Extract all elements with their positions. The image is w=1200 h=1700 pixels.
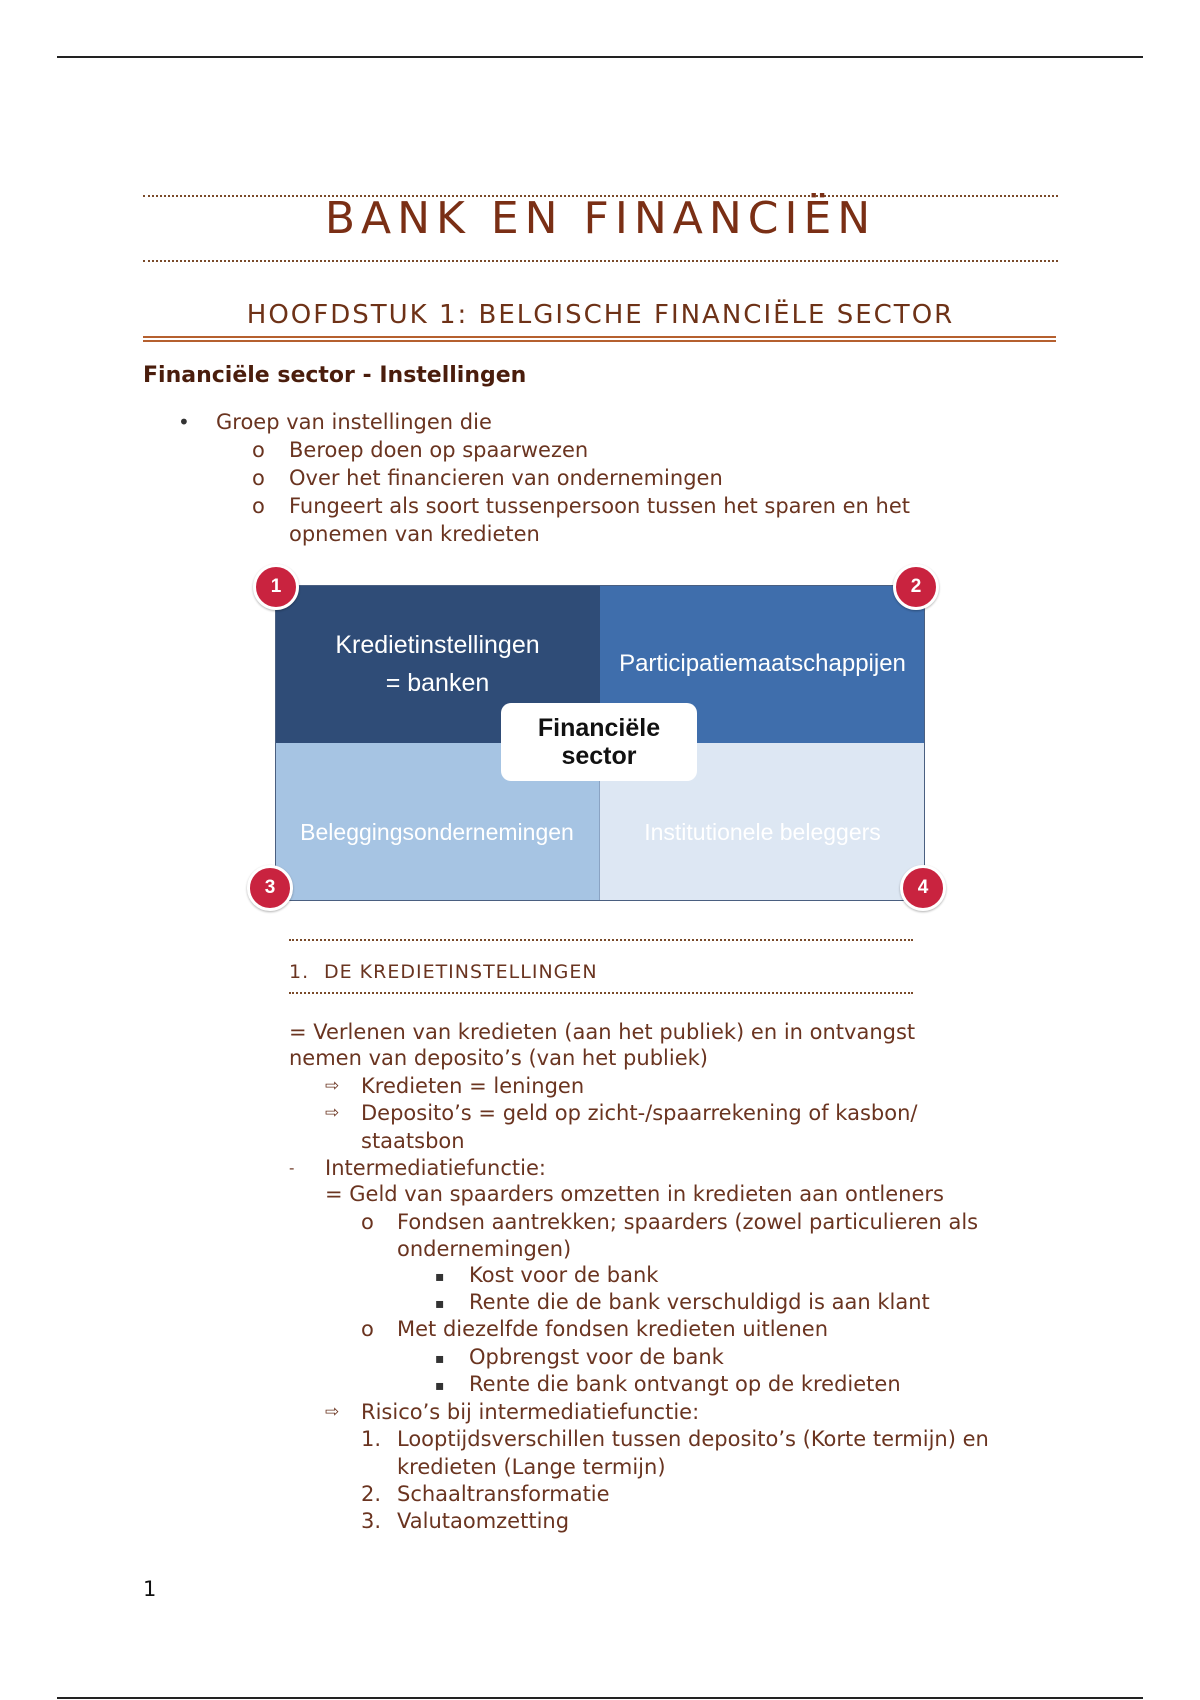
risk-item-continuation: kredieten (Lange termijn) bbox=[397, 1455, 666, 1479]
subsection-title: DE KREDIETINSTELLINGEN bbox=[324, 961, 598, 983]
bullet-marker: • bbox=[178, 410, 190, 434]
risk-item: Looptijdsverschillen tussen deposito’s (Korte termijn) en bbox=[397, 1427, 989, 1451]
document-title: BANK EN FINANCIËN bbox=[324, 193, 877, 244]
square-bullet-item: Rente die bank ontvangt op de kredieten bbox=[469, 1372, 901, 1396]
dash-definition: = Geld van spaarders omzetten in kredieten aan ontleners bbox=[325, 1182, 944, 1206]
risk-item: Schaaltransformatie bbox=[397, 1482, 610, 1506]
square-bullet-item: Opbrengst voor de bank bbox=[469, 1345, 724, 1369]
number-badge-4: 4 bbox=[900, 865, 946, 911]
arrow-marker: ⇨ bbox=[325, 1076, 340, 1096]
chapter-double-rule bbox=[143, 336, 1056, 342]
square-bullet-marker: ▪ bbox=[435, 1351, 445, 1367]
circle-marker: o bbox=[361, 1317, 374, 1341]
number-badge-1: 1 bbox=[253, 564, 299, 610]
o-item: Fondsen aantrekken; spaarders (zowel particulieren als bbox=[397, 1210, 979, 1234]
square-bullet-item: Rente die de bank verschuldigd is aan klant bbox=[469, 1290, 930, 1314]
circle-marker: o bbox=[252, 494, 265, 518]
risk-heading: Risico’s bij intermediatiefunctie: bbox=[361, 1400, 700, 1424]
page-number: 1 bbox=[143, 1577, 157, 1601]
dash-item: Intermediatiefunctie: bbox=[325, 1156, 546, 1180]
circle-marker: o bbox=[361, 1210, 374, 1234]
arrow-marker: ⇨ bbox=[325, 1103, 340, 1123]
risk-item: Valutaomzetting bbox=[397, 1509, 570, 1533]
subsection-number: 1. bbox=[289, 961, 310, 983]
arrow-item-continuation: staatsbon bbox=[361, 1129, 465, 1153]
arrow-marker: ⇨ bbox=[325, 1402, 340, 1422]
intro-bullet-text: Groep van instellingen die bbox=[216, 410, 492, 434]
circle-marker: o bbox=[252, 466, 265, 490]
risk-number: 1. bbox=[361, 1427, 382, 1451]
quadrant-label: Beleggingsondernemingen bbox=[300, 818, 574, 845]
page-top-rule bbox=[57, 56, 1143, 58]
number-badge-3: 3 bbox=[247, 865, 293, 911]
intro-item-continuation: opnemen van kredieten bbox=[289, 522, 540, 546]
o-item: Met diezelfde fondsen kredieten uitlenen bbox=[397, 1317, 829, 1341]
dash-marker: - bbox=[289, 1159, 295, 1177]
page-bottom-rule bbox=[57, 1697, 1143, 1699]
definition-line: = Verlenen van kredieten (aan het publiek) en in ontvangst bbox=[289, 1020, 916, 1044]
o-item-continuation: ondernemingen) bbox=[397, 1237, 572, 1261]
intro-item: Over het financieren van ondernemingen bbox=[289, 466, 723, 490]
section-heading: Financiële sector - Instellingen bbox=[143, 363, 527, 388]
quadrant-label: Participatiemaatschappijen bbox=[619, 650, 906, 677]
title-bottom-dotted-rule bbox=[143, 260, 1058, 262]
quadrant-label: = banken bbox=[385, 669, 490, 697]
diagram-center-label bbox=[501, 703, 697, 781]
quadrant-label: Kredietinstellingen bbox=[335, 631, 540, 659]
financial-sector-diagram bbox=[264, 576, 929, 901]
number-badge-2: 2 bbox=[893, 564, 939, 610]
center-label-line: sector bbox=[561, 742, 637, 770]
square-bullet-marker: ▪ bbox=[435, 1378, 445, 1394]
risk-number: 2. bbox=[361, 1482, 382, 1506]
subsection-bottom-dotted-rule bbox=[289, 992, 913, 994]
subsection-top-dotted-rule bbox=[289, 939, 913, 941]
intro-item: Fungeert als soort tussenpersoon tussen het sparen en het bbox=[289, 494, 910, 518]
chapter-heading: HOOFDSTUK 1: BELGISCHE FINANCIËLE SECTOR bbox=[246, 300, 955, 330]
square-bullet-item: Kost voor de bank bbox=[469, 1263, 659, 1287]
square-bullet-marker: ▪ bbox=[435, 1296, 445, 1312]
arrow-item: Kredieten = leningen bbox=[361, 1074, 585, 1098]
arrow-item: Deposito’s = geld op zicht-/spaarrekening of kasbon/ bbox=[361, 1101, 918, 1125]
square-bullet-marker: ▪ bbox=[435, 1269, 445, 1285]
quadrant-label: Institutionele beleggers bbox=[644, 818, 881, 845]
definition-line: nemen van deposito’s (van het publiek) bbox=[289, 1046, 708, 1070]
intro-item: Beroep doen op spaarwezen bbox=[289, 438, 589, 462]
circle-marker: o bbox=[252, 438, 265, 462]
risk-number: 3. bbox=[361, 1509, 382, 1533]
center-label-line: Financiële bbox=[537, 714, 661, 742]
